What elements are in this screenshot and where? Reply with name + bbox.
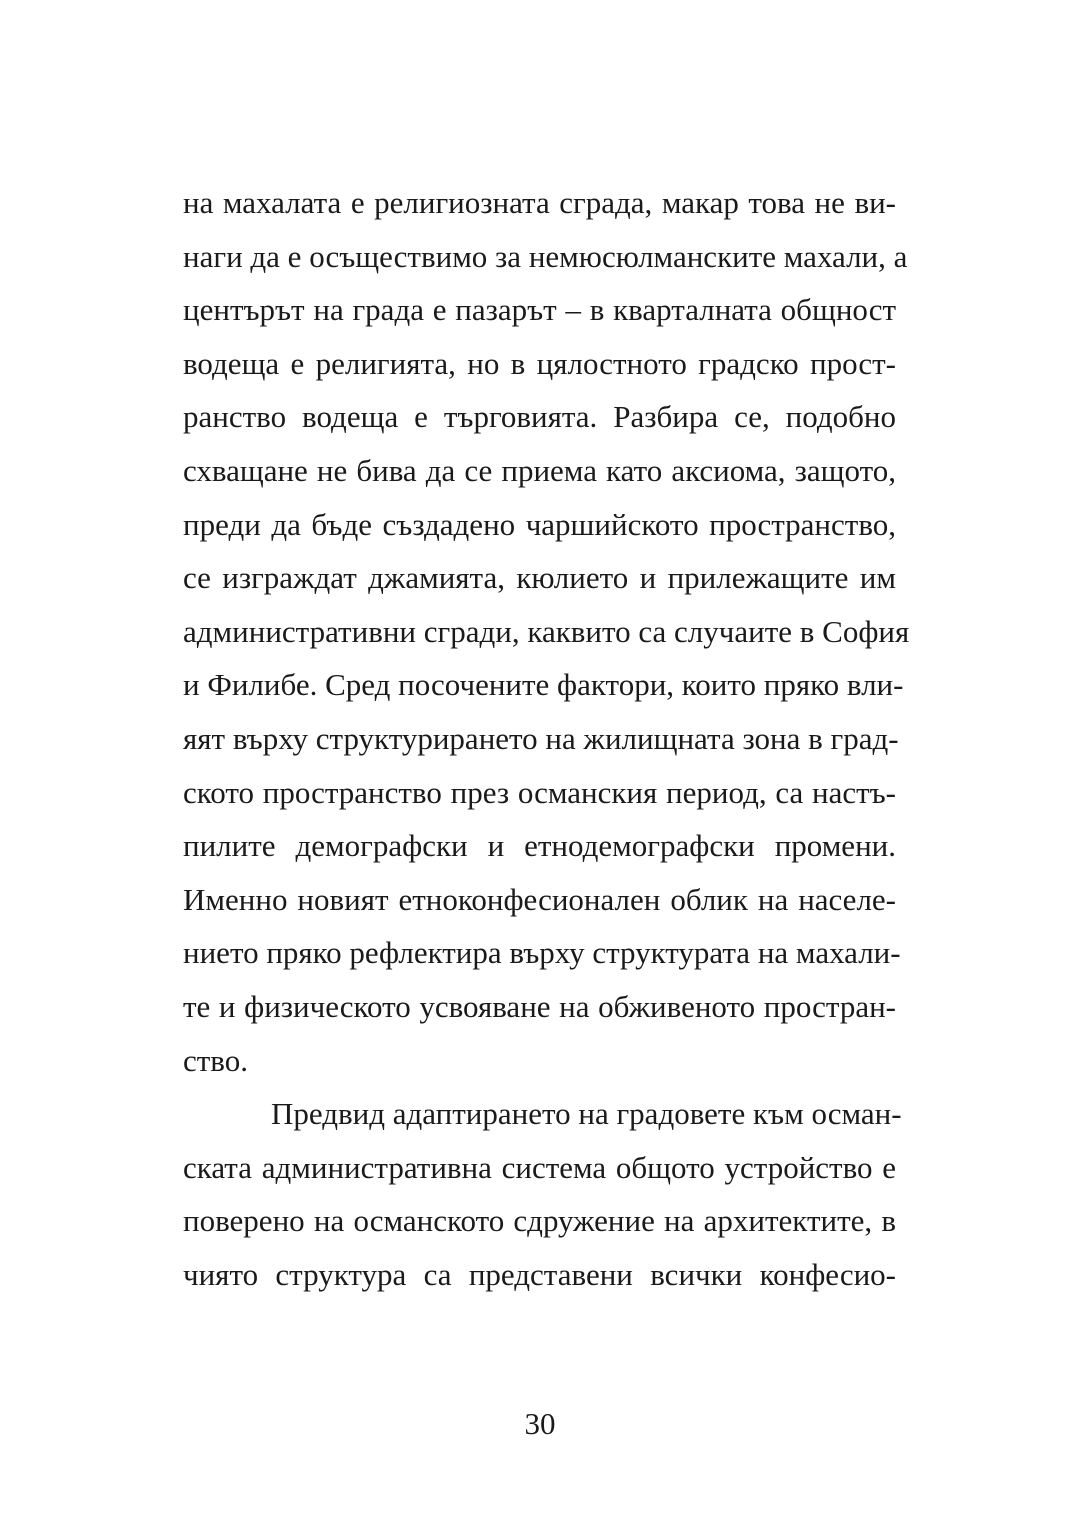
text-line: пилите демографски и етнодемографски промени. [183,828,896,864]
text-line: ранство водеща е търговията. Разбира се, подобно [183,399,896,435]
text-line: чиято структура са представени всички конфесио- [183,1256,896,1292]
text-line: и Филибе. Сред посочените фактори, които пряко вли- [183,667,904,703]
body-text [183,176,910,1301]
text-line: преди да бъде създадено чаршийското пространство, [183,506,896,542]
text-line: административни сгради, каквито са случаите в София [183,613,910,649]
text-line: се изграждат джамията, кюлието и прилежащите им [183,560,896,596]
text-line: ското пространство през османския период, са настъ- [183,774,896,810]
text-line: наги да е осъществимо за немюсюлманските махали, а [183,238,908,274]
text-line: те и физическото усвояване на обживеното простран- [183,988,896,1024]
text-line: Именно новият етноконфесионален облик на населе- [183,881,896,917]
text-line: яят върху структурирането на жилищната зона в град- [183,720,899,756]
text-line: центърът на града е пазарът – в кварталната общност [183,292,896,328]
text-line: на махалата е религиозната сграда, макар това не ви- [183,185,896,220]
text-line: ската административна система общото устройство е [183,1149,896,1185]
paragraph-1 [183,176,910,1087]
page-number: 30 [524,1406,556,1441]
text-line: поверено на османското сдружение на архитектите, в [183,1203,896,1239]
text-line: водеща е религията, но в цялостното градско прост- [183,345,896,381]
text-line: схващане не бива да се приема като аксиома, защото, [183,452,896,488]
text-line: нието пряко рефлектира върху структурата на махали- [183,935,901,971]
text-line: ство. [183,1042,248,1078]
paragraph-2 [183,1087,902,1301]
text-line: Предвид адаптирането на градовете към осман- [271,1096,902,1132]
